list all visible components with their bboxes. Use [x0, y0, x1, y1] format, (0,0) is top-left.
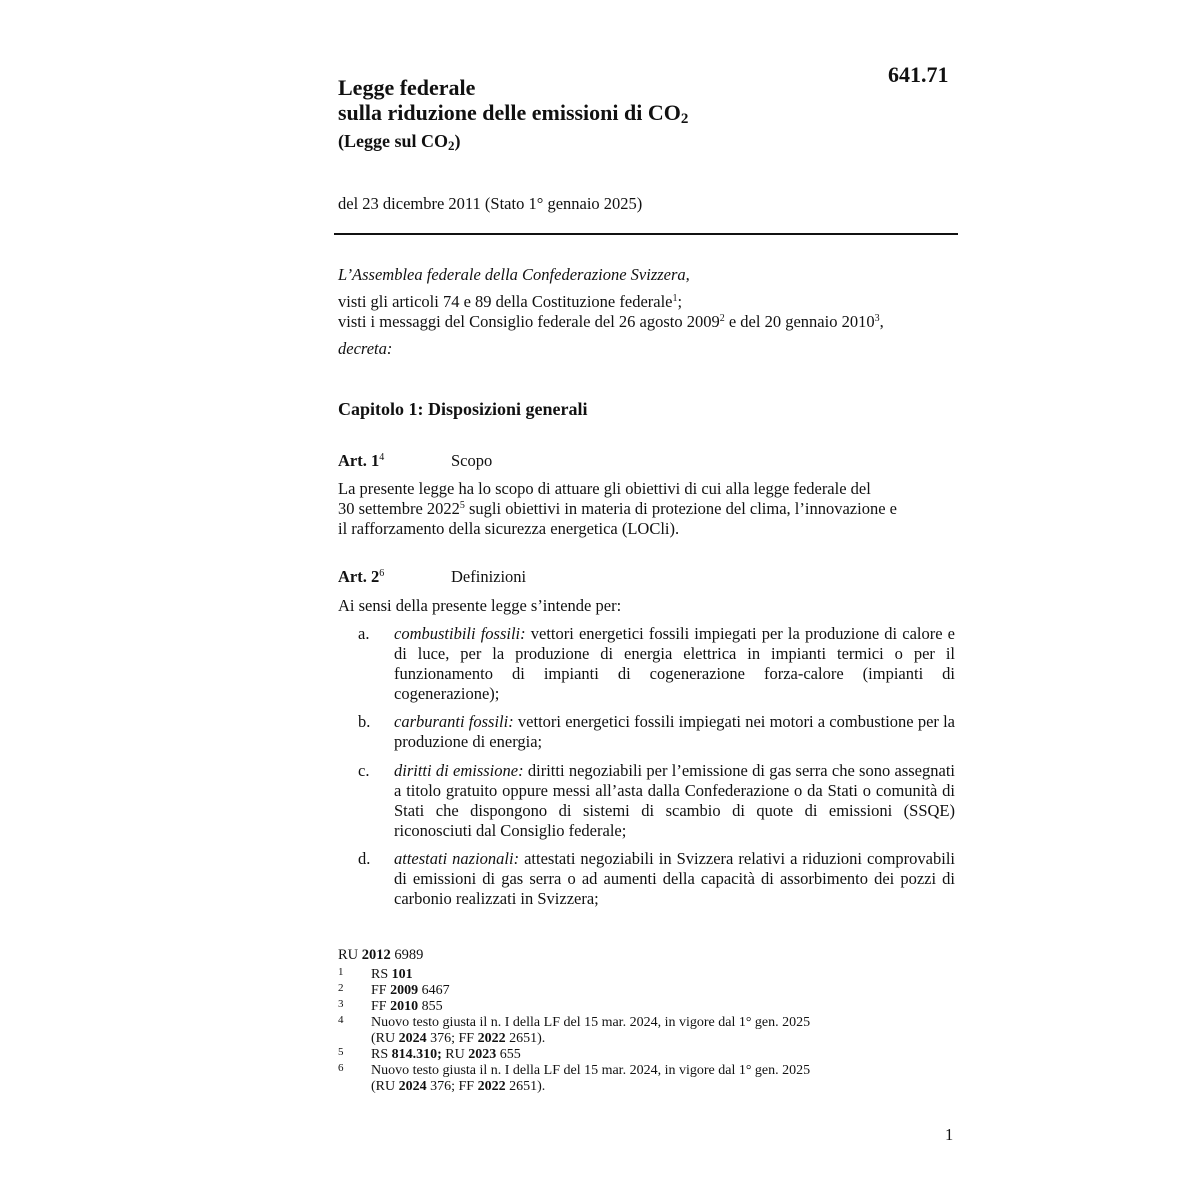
footnote-number-4: 4: [338, 1014, 344, 1026]
list-item-b: carburanti fossili: vettori energetici fossili impiegati nei motori a combustione per la produzione di energia;: [394, 712, 955, 751]
preamble-decreta: decreta:: [338, 339, 393, 358]
ru-reference: RU 2012 6989: [338, 947, 424, 963]
footnote-ref-2[interactable]: 2: [719, 313, 725, 324]
footnote-4-line-2: (RU 2024 376; FF 2022 2651).: [371, 1031, 546, 1046]
date-line: del 23 dicembre 2011 (Stato 1° gennaio 2025): [338, 194, 643, 213]
footnote-number-5: 5: [338, 1046, 344, 1058]
footnote-2: FF 2009 6467: [371, 983, 450, 998]
art-2-heading: Definizioni: [451, 567, 527, 586]
footnote-number-6: 6: [338, 1062, 344, 1074]
art-1-text-line-3: il rafforzamento della sicurezza energetica (LOCli).: [338, 519, 680, 538]
header-rule: [334, 233, 958, 235]
title-line-2: sulla riduzione delle emissioni di CO2: [338, 100, 689, 127]
list-item-a: combustibili fossili: vettori energetici fossili impiegati per la produzione di calore e di luce, per la produzione di energia elettrica in impianti termici o per il funzionamento di impianti di cogenerazione forza-calore (impianti di cogenerazione);: [394, 624, 955, 703]
sr-number: 641.71: [888, 62, 949, 87]
footnote-ref-5[interactable]: 5: [459, 500, 465, 511]
footnote-ref-3[interactable]: 3: [874, 313, 880, 324]
short-title: (Legge sul CO2): [338, 131, 461, 153]
footnote-5: RS 814.310; RU 2023 655: [371, 1047, 521, 1062]
preamble-visti-1: visti gli articoli 74 e 89 della Costituzione federale$^1$;: [338, 292, 683, 311]
title-line-1: Legge federale: [338, 75, 476, 100]
footnote-ref-1[interactable]: 1: [672, 293, 678, 304]
footnote-ref-6[interactable]: 6: [379, 568, 385, 579]
footnote-number-1: 1: [338, 966, 344, 978]
list-letter-c: c.: [358, 761, 370, 780]
preamble-visti-2: visti i messaggi del Consiglio federale del 26 agosto 2009$^2$ e del 20 gennaio 2010$^3$,: [338, 312, 884, 331]
page-number: 1: [945, 1125, 954, 1144]
footnote-ref-4[interactable]: 4: [379, 452, 385, 463]
list-letter-d: d.: [358, 849, 371, 868]
footnote-3: FF 2010 855: [371, 999, 443, 1014]
list-item-c: diritti di emissione: diritti negoziabili per l’emissione di gas serra che sono assegnati a titolo gratuito oppure messi all’asta dalla Confederazione o da Stati o comunità di Stati che dispongono di sistemi di scambio di quote di emissioni (SSQE) riconosciuti dal Consiglio federale;: [394, 761, 955, 840]
art-1-text-line-1: La presente legge ha lo scopo di attuare gli obiettivi di cui alla legge federale del: [338, 479, 871, 498]
footnote-4-line-1: Nuovo testo giusta il n. I della LF del 15 mar. 2024, in vigore dal 1° gen. 2025: [371, 1015, 811, 1030]
footnote-1: RS 101: [371, 967, 413, 982]
footnote-number-3: 3: [338, 998, 344, 1010]
footnote-number-2: 2: [338, 982, 344, 994]
footnote-6-line-2: (RU 2024 376; FF 2022 2651).: [371, 1079, 546, 1094]
preamble-assembly: L’Assemblea federale della Confederazione Svizzera,: [338, 265, 690, 284]
art-1-heading: Scopo: [451, 451, 493, 470]
list-letter-b: b.: [358, 712, 371, 731]
list-letter-a: a.: [358, 624, 370, 643]
art-1-text-line-2: 30 settembre 2022$^5$ sugli obiettivi in materia di protezione del clima, l’innovazione e: [338, 499, 897, 518]
chapter-title: Capitolo 1: Disposizioni generali: [338, 399, 588, 419]
list-item-d: attestati nazionali: attestati negoziabili in Svizzera relativi a riduzioni comprovabili di emissioni di gas serra o ad aumenti della capacità di assorbimento dei pozzi di carbonio realizzati in Svizzera;: [394, 849, 955, 908]
art-1-label: Art. $1^4$: [338, 451, 385, 470]
footnote-6-line-1: Nuovo testo giusta il n. I della LF del 15 mar. 2024, in vigore dal 1° gen. 2025: [371, 1063, 811, 1078]
art-2-intro: Ai sensi della presente legge s’intende per:: [338, 596, 622, 615]
art-2-label: Art. $2^6$: [338, 567, 385, 586]
